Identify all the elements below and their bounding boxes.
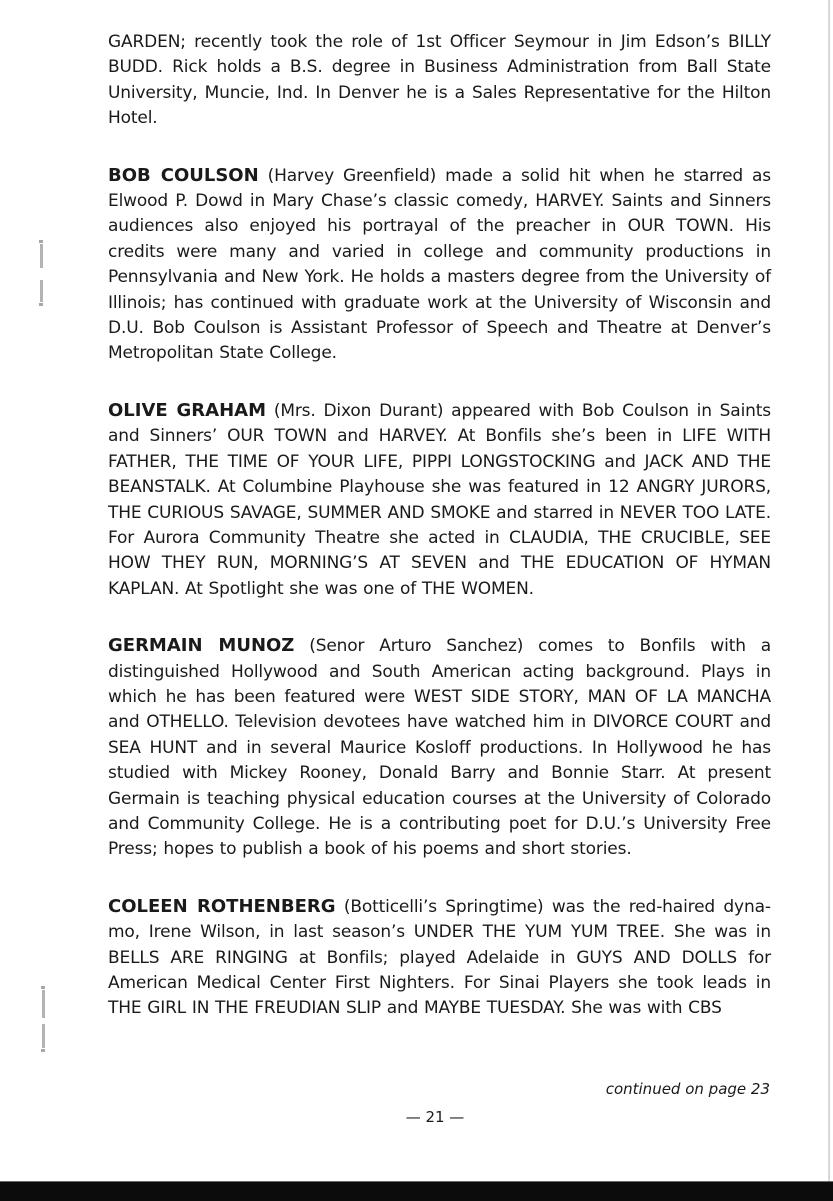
bio-paragraph-olive-graham	[108, 398, 771, 602]
binding-mark	[42, 1024, 45, 1048]
binding-mark	[40, 280, 43, 302]
continued-note: continued on page 23	[605, 1080, 770, 1098]
bio-paragraph-rick	[108, 30, 771, 132]
paragraph-text: comes to Bonfils with a distinguished Hollywood and South American acting background. Plays in which he has been featured were WEST SIDE STORY, MAN OF LA MANCHA and OTHELLO. Television devotees have watched him in DIVORCE COURT and SEA HUNT and in several Maurice Kosloff productions. In Hollywood he has studied with Mickey Rooney, Donald Barry and Bonnie Starr. At present Germain is teaching physical education courses at the University of Colorado and Community College. He is a contributing poet for D.U.’s University Free Press; hopes to publish a book of his poems and short stories.	[108, 636, 771, 860]
page-number: — 21 —	[405, 1108, 465, 1126]
page-edge-shadow	[828, 0, 830, 1181]
paragraph-text: appeared with Bob Coulson in Saints and Sinners’ OUR TOWN and HARVEY. At Bonfils she’s been in LIFE WITH FATHER, THE TIME OF YOUR LIFE, PIPPI LONGSTOCKING and JACK AND THE BEANSTALK. At Columbine Playhouse she was featured in 12 ANGRY JURORS, THE CURIOUS SAVAGE, SUMMER AND SMOKE and starred in NEVER TOO LATE. For Aurora Community Theatre she acted in CLAUDIA, THE CRUCIBLE, SEE HOW THEY RUN, MORNING’S AT SEVEN and THE EDUCATION OF HYMAN KAPLAN. At Spotlight she was one of THE WOMEN.	[108, 400, 771, 599]
character-role: (Botticelli’s Springtime)	[335, 896, 544, 917]
character-role: (Mrs. Dixon Durant)	[266, 400, 444, 421]
paragraph-text: GARDEN; recently took the role of 1st Officer Seymour in Jim Edson’s BILLY BUDD. Rick holds a B.S. degree in Business Administration from Ball State University, Muncie, Ind. In Denver he is a Sales Representative for the Hilton Hotel.	[108, 32, 771, 129]
scan-bottom-edge	[0, 1181, 833, 1201]
paragraph-text: was the red-haired dynamo, Irene Wilson, in last season’s UNDER THE YUM YUM TREE. She was in BELLS ARE RINGING at Bonfils; played Adelaide in GUYS AND DOLLS for American Medical Center First Nighters. For Sinai Players she took leads in THE GIRL IN THE FREUDIAN SLIP and MAYBE TUESDAY. She was with CBS	[108, 896, 771, 1019]
paragraph-text: made a solid hit when he starred as Elwood P. Dowd in Mary Chase’s classic comedy, HARVEY. Saints and Sinners audiences also enjoyed his portrayal of the preacher in OUR TOWN. His credits were many and varied in college and community productions in Pennsylvania and New York. He holds a masters degree from the University of Illinois; has continued with graduate work at the University of Wisconsin and D.U. Bob Coulson is Assistant Professor of Speech and Theatre at Denver’s Metropolitan State College.	[108, 165, 771, 364]
text-column	[108, 30, 771, 1022]
character-role: (Harvey Greenfield)	[258, 165, 437, 186]
character-role: (Senor Arturo Sanchez)	[294, 636, 524, 657]
actor-name: COLEEN ROTHENBERG	[108, 895, 336, 917]
actor-name: GERMAIN MUNOZ	[108, 635, 295, 657]
actor-name: BOB COULSON	[108, 164, 259, 186]
actor-name: OLIVE GRAHAM	[108, 399, 267, 421]
binding-mark	[40, 244, 43, 268]
binding-mark	[42, 990, 45, 1018]
bio-paragraph-bob-coulson	[108, 163, 771, 367]
bio-paragraph-coleen-rothenberg	[108, 894, 771, 1022]
bio-paragraph-germain-munoz	[108, 633, 771, 863]
